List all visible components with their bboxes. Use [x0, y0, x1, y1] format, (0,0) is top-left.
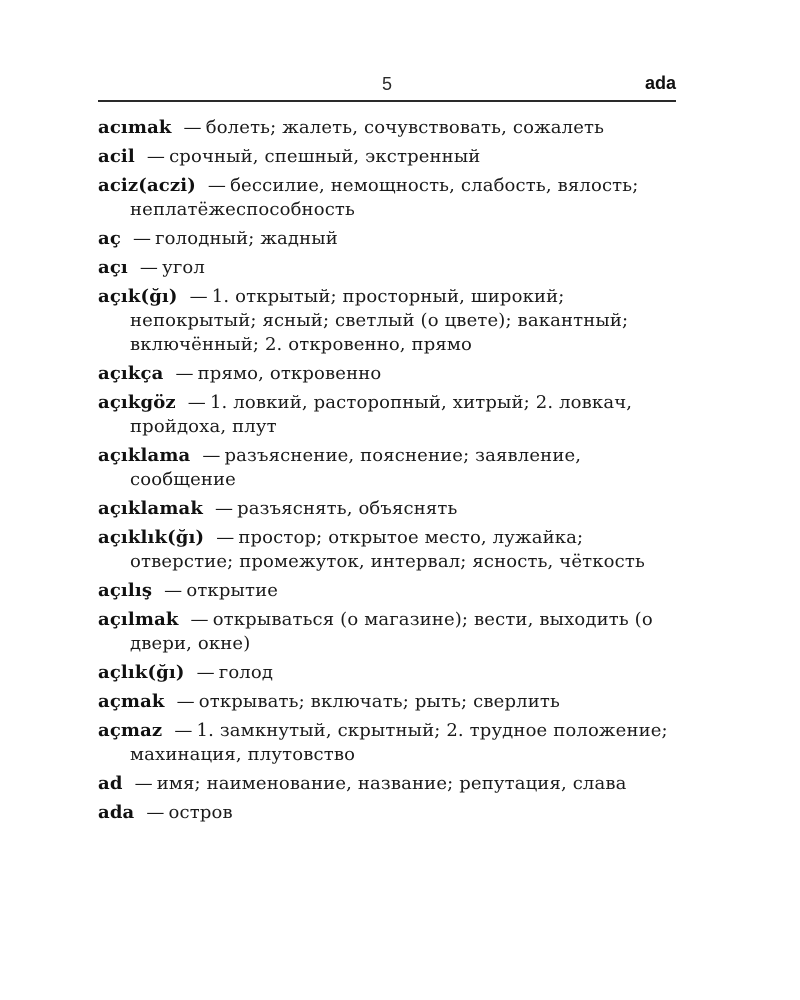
definition: простор; открытое место, лужайка; отверстие; промежуток, интервал; ясность, чёткость: [130, 527, 645, 572]
dictionary-entry: [98, 391, 676, 439]
definition: остров: [168, 802, 233, 823]
em-dash-separator: —: [189, 286, 208, 307]
definition: разъяснение, пояснение; заявление, сообщение: [130, 445, 582, 490]
headword: açı: [98, 257, 128, 278]
headword: açıkgöz: [98, 392, 176, 413]
headword: açıklamak: [98, 498, 203, 519]
definition: имя; наименование, название; репутация, слава: [156, 773, 627, 794]
em-dash-separator: —: [146, 146, 166, 167]
headword: ad: [98, 773, 123, 794]
dictionary-entry: [98, 256, 676, 280]
dictionary-entry: [98, 526, 676, 574]
em-dash-separator: —: [196, 662, 215, 683]
em-dash-separator: —: [164, 580, 183, 601]
guide-word: ada: [644, 73, 676, 93]
em-dash-separator: —: [146, 802, 165, 823]
definition: угол: [162, 257, 205, 278]
dictionary-entry: [98, 174, 676, 222]
definition: голодный; жадный: [155, 228, 338, 249]
dictionary-entry: [98, 497, 676, 521]
dictionary-entry: [98, 801, 676, 825]
definition: болеть; жалеть, сочувствовать, сожалеть: [205, 117, 605, 138]
em-dash-separator: —: [139, 257, 159, 278]
dictionary-page: [98, 70, 676, 830]
em-dash-separator: —: [214, 498, 234, 519]
definition: открывать; включать; рыть; сверлить: [198, 691, 560, 712]
em-dash-separator: —: [216, 527, 235, 548]
em-dash-separator: —: [134, 773, 153, 794]
dictionary-entry: [98, 444, 676, 492]
definition: 1. замкнутый, скрытный; 2. трудное положение; махинация, плутовство: [130, 720, 668, 765]
em-dash-separator: —: [190, 609, 209, 630]
em-dash-separator: —: [183, 117, 202, 138]
em-dash-separator: —: [176, 691, 195, 712]
em-dash-separator: —: [187, 392, 206, 413]
definition: прямо, откровенно: [197, 363, 382, 384]
page-number: 5: [381, 74, 392, 94]
dictionary-entry: [98, 579, 676, 603]
entry-list: [98, 116, 676, 825]
headword: açıkça: [98, 363, 164, 384]
dictionary-entry: [98, 227, 676, 251]
em-dash-separator: —: [207, 175, 227, 196]
definition: разъяснять, объяснять: [237, 498, 458, 519]
definition: бессилие, немощность, слабость, вялость; неплатёжеспособность: [130, 175, 639, 220]
definition: голод: [218, 662, 274, 683]
headword: açık(ğı): [98, 286, 178, 307]
dictionary-entry: [98, 362, 676, 386]
dictionary-entry: [98, 690, 676, 714]
headword: açlık(ğı): [98, 662, 185, 683]
dictionary-entry: [98, 772, 676, 796]
definition: срочный, спешный, экстренный: [169, 146, 481, 167]
dictionary-entry: [98, 145, 676, 169]
dictionary-entry: [98, 608, 676, 656]
headword: açıklık(ğı): [98, 527, 205, 548]
headword: açılış: [98, 580, 153, 601]
dictionary-entry: [98, 661, 676, 685]
definition: открываться (о магазине); вести, выходить (о двери, окне): [130, 609, 653, 654]
em-dash-separator: —: [175, 363, 194, 384]
headword: açmak: [98, 691, 165, 712]
headword: ada: [98, 802, 135, 823]
em-dash-separator: —: [132, 228, 152, 249]
dictionary-entry: [98, 719, 676, 767]
em-dash-separator: —: [174, 720, 193, 741]
headword: aç: [98, 228, 121, 249]
headword: açılmak: [98, 609, 179, 630]
running-head: [98, 70, 676, 102]
headword: acımak: [98, 117, 172, 138]
em-dash-separator: —: [202, 445, 221, 466]
headword: aciz(aczi): [98, 175, 196, 196]
definition: открытие: [186, 580, 279, 601]
dictionary-entry: [98, 285, 676, 357]
headword: açıklama: [98, 445, 191, 466]
dictionary-entry: [98, 116, 676, 140]
headword: acil: [98, 146, 135, 167]
headword: açmaz: [98, 720, 163, 741]
definition: 1. ловкий, расторопный, хитрый; 2. ловкач, пройдоха, плут: [130, 392, 633, 437]
definition: 1. открытый; просторный, широкий; непокрытый; ясный; светлый (о цвете); вакантный; включённый; 2. откровенно, прямо: [130, 286, 629, 355]
